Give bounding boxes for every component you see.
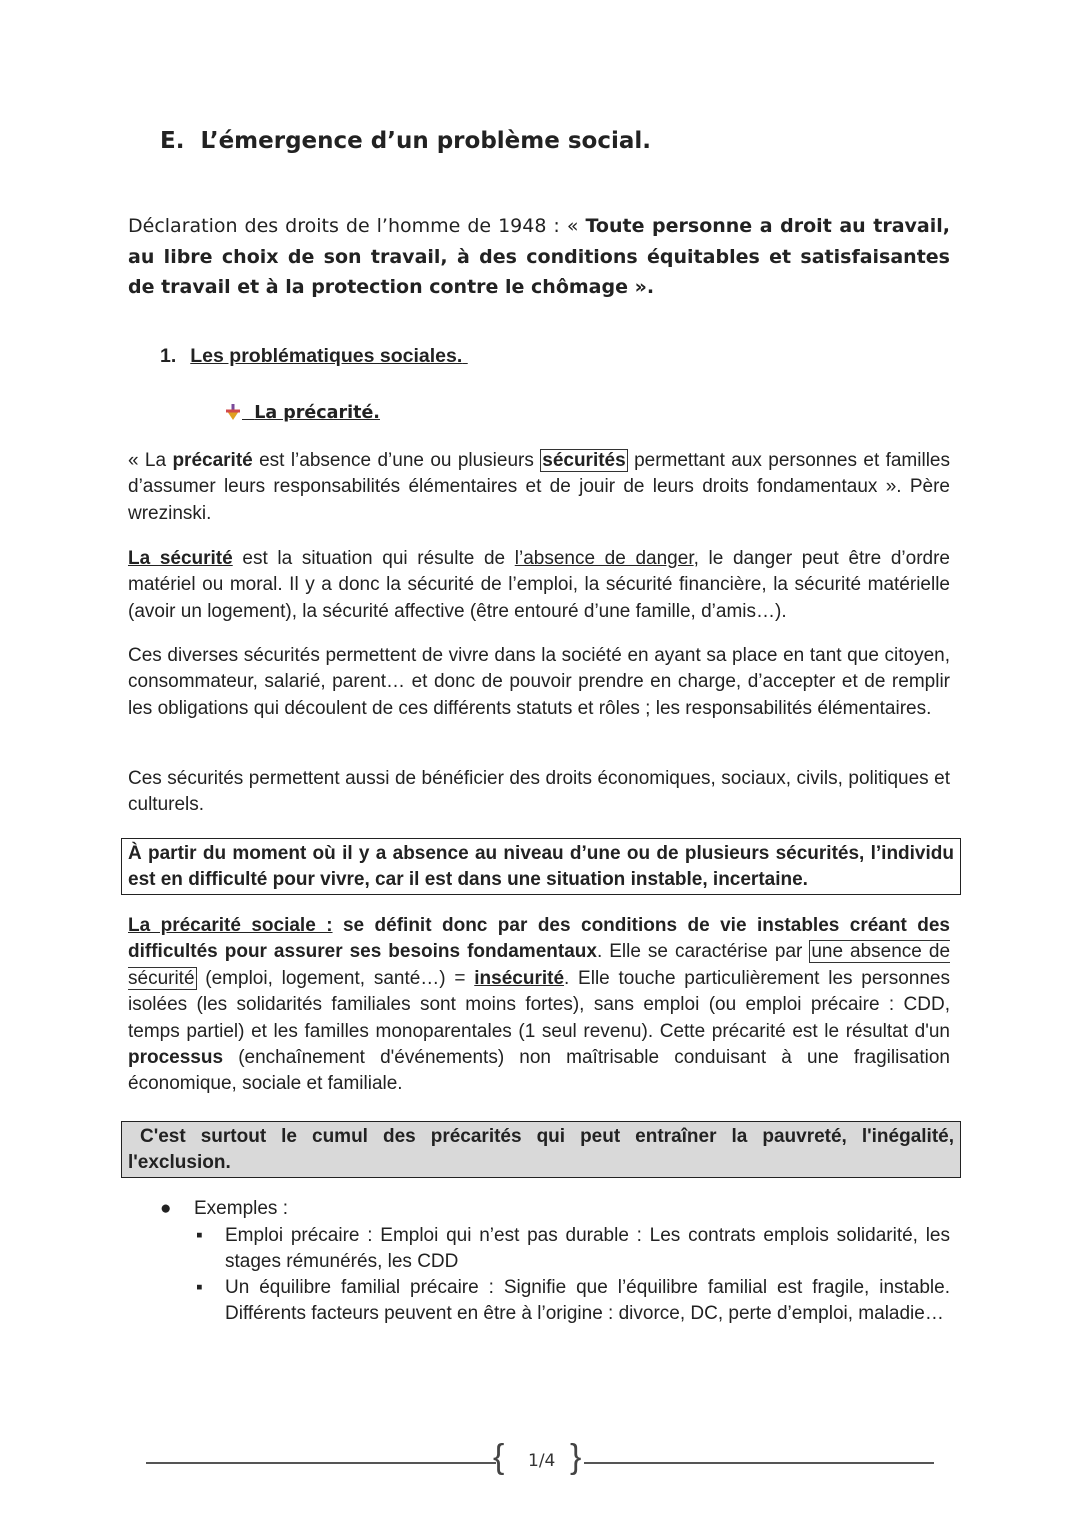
p4-text: Ces sécurités permettent aussi de bénéficier des droits économiques, sociaux, civils, politiques et culturels. (128, 768, 950, 816)
subsection-heading (226, 403, 380, 425)
list-item-text: Emploi précaire : Emploi qui n’est pas durable : Les contrats emplois solidarité, les stages rémunérés, les CDD (225, 1225, 950, 1273)
p5-text: . Elle touche particulièrement les personnes isolées (les solidarités familiales sont moins fortes), sans emploi (ou emploi précaire : CDD, temps partiel) et les familles monoparentales (1 seul revenu). Cette précarité est le résultat d'un (128, 967, 950, 1042)
bullet-icon: ● (160, 1198, 172, 1219)
page-number: 1/4 (528, 1451, 556, 1471)
right-brace-icon: } (570, 1438, 582, 1476)
p5-text: (emploi, logement, santé…) = (196, 967, 475, 989)
summary-box (121, 1121, 961, 1178)
p5-keyword: La précarité sociale : (128, 915, 333, 936)
declaration-quote: Toute personne a droit au travail, au libre choix de son travail, à des conditions équitables et satisfaisantes de travail et à la protection contre le chômage ». (128, 215, 950, 298)
summary-text: C'est surtout le cumul des précarités qui peut entraîner la pauvreté, l'inégalité, l'exclusion. (128, 1126, 954, 1173)
examples-heading (160, 1196, 288, 1222)
p5-boxed: une absence de sécurité (128, 941, 951, 989)
p5-keyword: insécurité (474, 967, 565, 989)
p2-text: , le danger peut être d’ordre matériel ou moral. Il y a donc la sécurité de l’emploi, la sécurité financière, la sécurité matérielle (avoir un logement), la sécurité affective (être entouré d’une famille, d’amis…). (128, 548, 950, 622)
section-1-heading (160, 345, 468, 368)
p5-bold: se définit donc par des conditions de vie instables créant des difficultés pour assurer ses besoins fondamentaux (128, 915, 950, 963)
droits-paragraph (128, 766, 950, 819)
section-heading (160, 128, 651, 154)
footer-rule-left (146, 1462, 496, 1464)
p1-text: est l’absence d’une ou plusieurs (252, 450, 541, 471)
p5-bold: processus (128, 1047, 224, 1069)
p5-text: . Elle se caractérise par (596, 941, 810, 963)
p1-text: permettant aux personnes et familles d’assumer leurs responsabilités élémentaires et de jouir de leurs droits fondamentaux ». Père wrezinski. (128, 450, 950, 524)
p3-text: Ces diverses sécurités permettent de vivre dans la société en ayant sa place en tant que citoyen, consommateur, salarié, parent… et donc de pouvoir prendre en charge, d’accepter et de remplir les obligations qui découlent de ces différents statuts et rôles ; les responsabilités élémentaires. (128, 645, 950, 719)
subsection-title: La précarité. (254, 403, 380, 423)
heading-title: L’émergence d’un problème social. (200, 128, 651, 154)
list-bullet-icon: ▪ (196, 1225, 203, 1246)
p1-boxed-keyword: sécurités (542, 450, 626, 471)
p2-underlined: l’absence de danger (514, 548, 694, 569)
list-item (225, 1223, 950, 1276)
p1-keyword: précarité (172, 450, 253, 471)
arrow-down-icon (226, 404, 242, 425)
left-brace-icon: { (493, 1438, 505, 1476)
section-1-title: Les problématiques sociales. (190, 345, 463, 367)
footer-rule-right (584, 1462, 934, 1464)
securite-definition (128, 546, 950, 625)
examples-label: Exemples : (194, 1198, 288, 1219)
p2-keyword: La sécurité (128, 548, 233, 569)
declaration-intro: Déclaration des droits de l’homme de 1948 : « (128, 215, 586, 237)
list-item-text: Un équilibre familial précaire : Signifie que l’équilibre familial est fragile, instable. Différents facteurs peuvent en être à l’origine : divorce, DC, perte d’emploi, maladie… (225, 1277, 950, 1325)
precarite-definition (128, 448, 950, 527)
list-bullet-icon: ▪ (196, 1277, 203, 1298)
list-item (225, 1275, 950, 1328)
precarite-sociale-paragraph (128, 913, 950, 1098)
key-point-text: À partir du moment où il y a absence au niveau d’une ou de plusieurs sécurités, l’individu est en difficulté pour vivre, car il est dans une situation instable, incertaine. (128, 843, 954, 890)
securites-paragraph (128, 643, 950, 722)
section-1-number: 1. (160, 345, 177, 367)
key-point-box (121, 838, 961, 895)
declaration-paragraph (128, 211, 950, 303)
p2-text: est la situation qui résulte de (232, 548, 515, 569)
p5-text: (enchaînement d'événements) non maîtrisable conduisant à une fragilisation économique, sociale et familiale. (128, 1047, 950, 1095)
p1-text: « La (128, 450, 173, 471)
heading-letter: E. (160, 128, 185, 154)
